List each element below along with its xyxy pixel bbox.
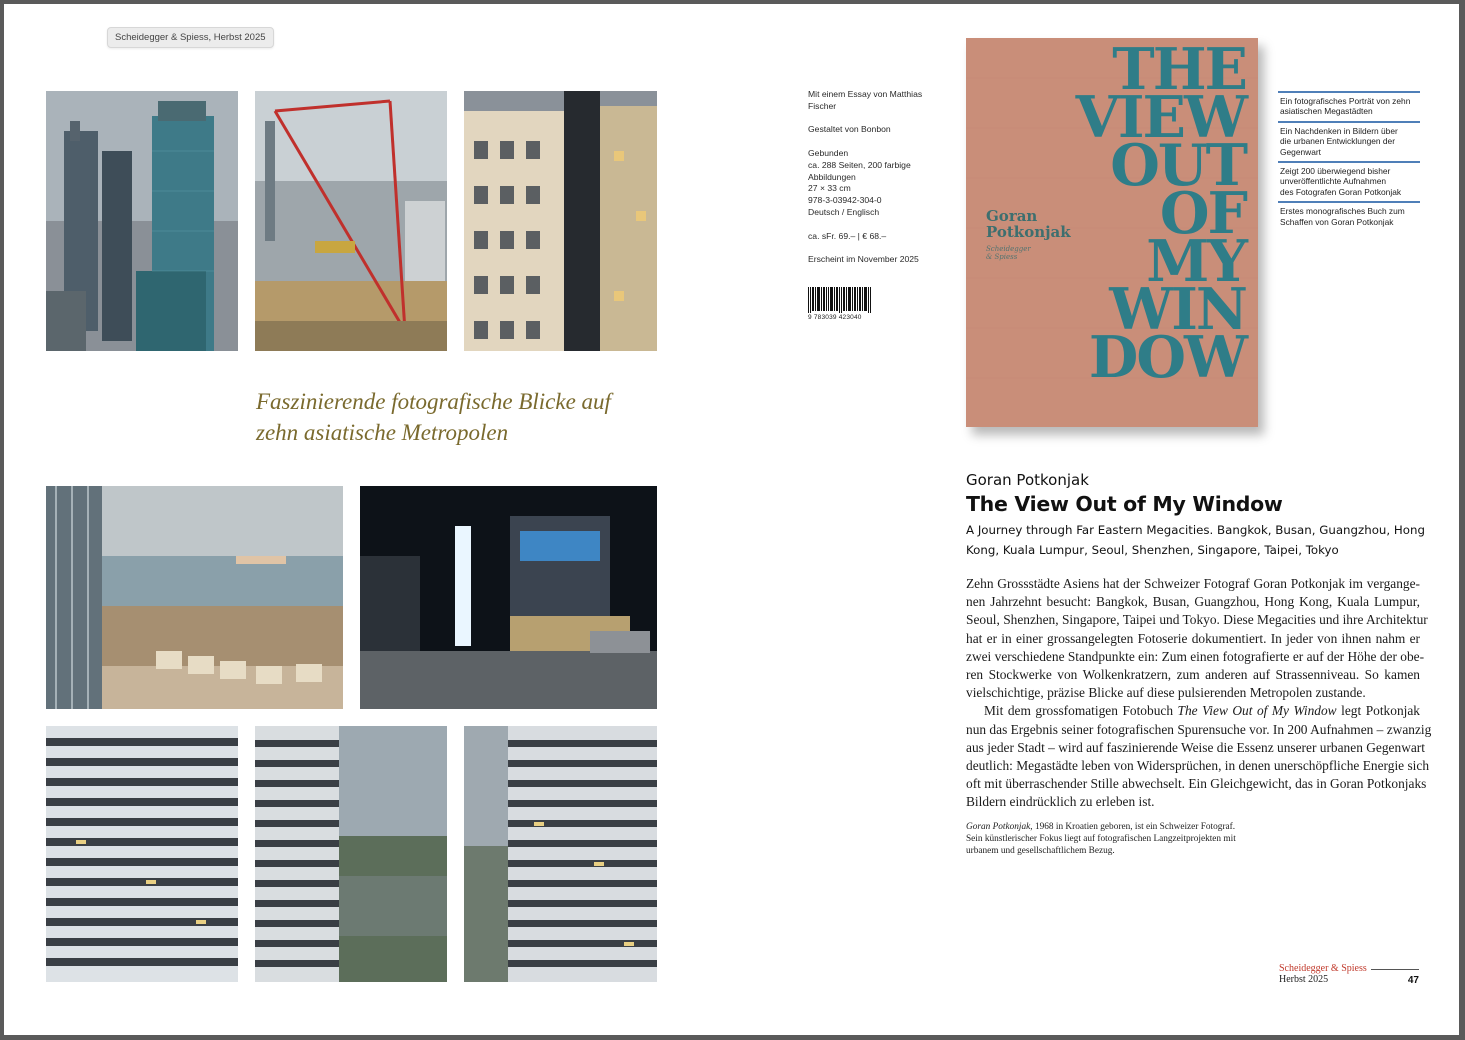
feature-item: Ein fotografisches Porträt von zehn asiatischen Megastädten [1278,91,1420,121]
spec-line: ca. 288 Seiten, 200 farbige [808,159,911,170]
photo-harbor [46,486,343,709]
cover-title-line: OF [1159,180,1246,247]
cover-publisher [986,245,1031,261]
body-line: nun das Ergebnis seiner fotografischen Spurensuche vor. In 200 Aufnahmen – zwanzig [966,721,1432,737]
body-line: hat er in einer grossangelegten Fotoserie dokumentiert. In jeder von ihnen nahm er [966,630,1420,646]
body-text [966,575,1432,812]
feature-item: Erstes monografisches Buch zum Schaffen von Goran Potkonjak [1278,201,1420,231]
body-line: zwei verschiedene Standpunkte ein: Zum einen fotografierte er auf der Höhe der obe- [966,648,1425,664]
book-subtitle: A Journey through Far Eastern Megacities. Bangkok, Busan, Guangzhou, Hong Kong, Kuala Lumpur, Seoul, Shenzhen, Singapore, Taipei, Tokyo [966,523,1425,557]
body-line: ren Stockwerke von Wolkenkratzern, zum anderen auf Strassenniveau. So kamen [966,667,1420,683]
cover-title-line: MY [1146,228,1246,295]
catalog-spread [4,4,1459,1035]
photo-apartments [464,91,657,351]
photo-night-street [360,486,657,709]
photo-office-gap [255,726,447,982]
book-specs [808,89,940,278]
page-number: 47 [1407,975,1419,986]
barcode-number: 9 783039 423040 [808,314,862,321]
footer-rule [1371,969,1419,970]
barcode-bars-icon [808,287,872,313]
cover-title-line: THE [1112,38,1246,103]
spec-line: 27 × 33 cm [808,183,851,194]
footer-publisher: Scheidegger & Spiess [1279,963,1367,974]
feature-list [1278,91,1420,231]
barcode [808,287,876,321]
body-line: Mit dem grossfomatigen Fotobuch The View Out of My Window legt Potkonjak [984,703,1420,719]
feature-item: Ein Nachdenken in Bildern über die urbanen Entwicklungen der Gegenwart [1278,121,1420,161]
cover-title-line: VIEW [1075,84,1246,151]
body-line: Bildern eindrücklich zu erleben ist. [966,794,1155,810]
body-line: vielschichtige, präzise Blicke auf diese pulsierenden Metropolen zustande. [966,685,1366,701]
headline [256,386,676,448]
book-cover [966,38,1258,427]
bio-name: Goran Potkonjak, [966,822,1033,832]
photo-skyscrapers [46,91,238,351]
cover-author-line: Potkonjak [986,223,1071,241]
cover-title-line: OUT [1110,132,1246,199]
spec-line: 978-3-03942-304-0 [808,195,882,206]
photo-crane [255,91,447,351]
cover-publisher-line: & Spiess [986,253,1018,261]
book-title: The View Out of My Window [966,492,1283,516]
spec-line: Deutsch / Englisch [808,206,880,217]
catalog-tag: Scheidegger & Spiess, Herbst 2025 [107,27,274,48]
cover-author-line: Goran [986,207,1038,225]
cover-title-line: DOW [1088,324,1246,391]
photo-office-facade-2 [464,726,657,982]
headline-line: Faszinierende fotografische Blicke auf [256,389,611,414]
price: ca. sFr. 69.– | € 68.– [808,230,887,241]
cover-title [1075,38,1246,391]
page-footer [1279,963,1421,985]
author-name: Goran Potkonjak [966,471,1089,489]
spec-line: Mit einem Essay von Matthias [808,89,923,99]
body-line: Seoul, Shenzhen, Singapore, Taipei und Tokyo. Diese Megacities und ihre Architektur [966,612,1428,628]
body-line: deutlich: Megastädte leben von Widersprüchen, in denen unerschöpfliche Energie sich [966,758,1430,774]
cover-author [986,208,1071,240]
release-date: Erscheint im November 2025 [808,254,919,265]
body-line: aus jeder Stadt – wird auf faszinierende Weise die Essenz unserer urbanen Gegenwart [966,739,1425,755]
feature-item: Zeigt 200 überwiegend bisher unveröffentlichte Aufnahmen des Fotografen Goran Potkonjak [1278,161,1420,201]
author-bio: Goran Potkonjak, 1968 in Kroatien geboren, ist ein Schweizer Fotograf. Sein künstlerischer Fokus liegt auf fotografischen Langzeitprojekten mit urbanem und gesellschaftlichem Bezug. [966,822,1236,856]
cover-publisher-line: Scheidegger [986,245,1031,253]
body-line: oft mit überraschender Stille abwechselt. Ein Gleichgewicht, das in Goran Potkonjaks [966,776,1427,792]
spec-line: Gestaltet von Bonbon [808,124,891,135]
spec-line: Fischer [808,100,837,111]
body-line: nen Jahrzehnt besucht: Bangkok, Busan, Guangzhou, Hong Kong, Kuala Lumpur, [966,594,1420,610]
inline-book-title: The View Out of My Window [1177,703,1337,719]
cover-title-line: WIN [1109,276,1246,343]
body-line: Zehn Grossstädte Asiens hat der Schweizer Fotograf Goran Potkonjak im vergange- [966,576,1420,591]
spec-line: Abbildungen [808,171,856,182]
footer-season: Herbst 2025 [1279,974,1329,985]
spec-line: Gebunden [808,147,849,158]
photo-office-facade-1 [46,726,238,982]
headline-line: zehn asiatische Metropolen [256,420,509,445]
